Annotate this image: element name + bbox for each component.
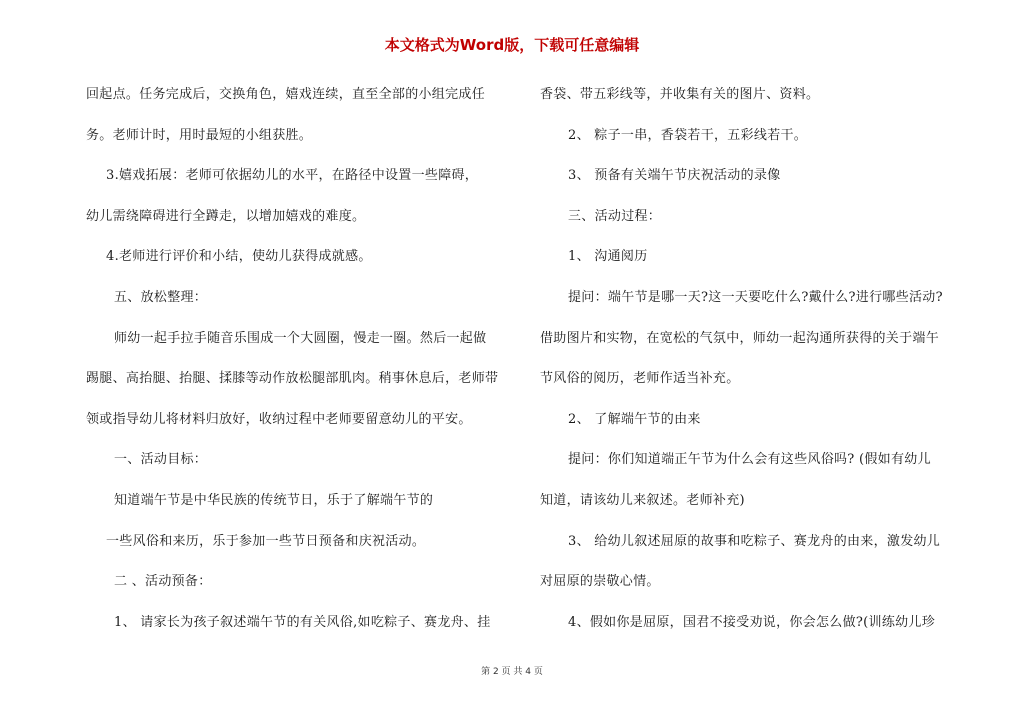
paragraph-line: 提问：你们知道端正午节为什么会有这些风俗吗? (假如有幼儿 (568, 452, 931, 468)
paragraph-line: 2、 粽子一串，香袋若干，五彩线若干。 (568, 127, 808, 143)
paragraph-line: 二 、活动预备： (114, 574, 212, 590)
paragraph-line: 3、 预备有关端午节庆祝活动的录像 (568, 168, 781, 184)
document-header-title: 本文格式为Word版，下载可任意编辑 (384, 36, 640, 54)
paragraph-line: 提问：端午节是哪一天?这一天要吃什么?戴什么?进行哪些活动? (568, 289, 943, 305)
paragraph-line: 3、 给幼儿叙述屈原的故事和吃粽子、赛龙舟的由来，激发幼儿 (568, 533, 941, 549)
paragraph-line: 三、活动过程： (568, 208, 662, 224)
paragraph-line: 师幼一起手拉手随音乐围成一个大圆圈，慢走一圈。然后一起做 (114, 330, 487, 346)
paragraph-line: 知道端午节是中华民族的传统节日，乐于了解端午节的 (114, 492, 434, 508)
paragraph-line: 踢腿、高抬腿、抬腿、揉膝等动作放松腿部肌肉。稍事休息后，老师带 (86, 371, 499, 387)
paragraph-line: 幼儿需绕障碍进行全蹲走，以增加嬉戏的难度。 (86, 208, 366, 224)
paragraph-line: 3.嬉戏拓展：老师可依据幼儿的水平，在路径中设置一些障碍， (106, 168, 479, 184)
page-number-footer: 第 2 页 共 4 页 (481, 667, 543, 677)
paragraph-line: 香袋、带五彩线等，并收集有关的图片、资料。 (540, 87, 820, 102)
right-text-column (540, 80, 965, 648)
paragraph-line: 1、 沟通阅历 (568, 249, 648, 265)
paragraph-line: 4、假如你是屈原，国君不接受劝说，你会怎么做?(训练幼儿珍 (568, 614, 936, 630)
paragraph-line: 务。老师计时，用时最短的小组获胜。 (86, 127, 313, 143)
paragraph-line: 对屈原的崇敬心情。 (540, 574, 660, 590)
paragraph-line: 1、 请家长为孩子叙述端午节的有关风俗,如吃粽子、赛龙舟、挂 (114, 614, 491, 630)
paragraph-line: 回起点。任务完成后，交换角色，嬉戏连续，直至全部的小组完成任 (86, 87, 486, 102)
paragraph-line: 借助图片和实物，在宽松的气氛中，师幼一起沟通所获得的关于端午 (540, 330, 940, 346)
paragraph-line: 节风俗的阅历，老师作适当补充。 (540, 371, 740, 387)
paragraph-line: 五、放松整理： (114, 289, 208, 305)
left-text-column (86, 80, 506, 648)
paragraph-line: 知道，请该幼儿来叙述。老师补充) (540, 492, 745, 508)
paragraph-line: 一些风俗和来历，乐于参加一些节日预备和庆祝活动。 (106, 533, 426, 549)
paragraph-line: 一、活动目标： (114, 452, 208, 468)
paragraph-line: 领或指导幼儿将材料归放好，收纳过程中老师要留意幼儿的平安。 (86, 411, 472, 427)
paragraph-line: 2、 了解端午节的由来 (568, 411, 701, 427)
paragraph-line: 4.老师进行评价和小结，使幼儿获得成就感。 (106, 249, 372, 265)
